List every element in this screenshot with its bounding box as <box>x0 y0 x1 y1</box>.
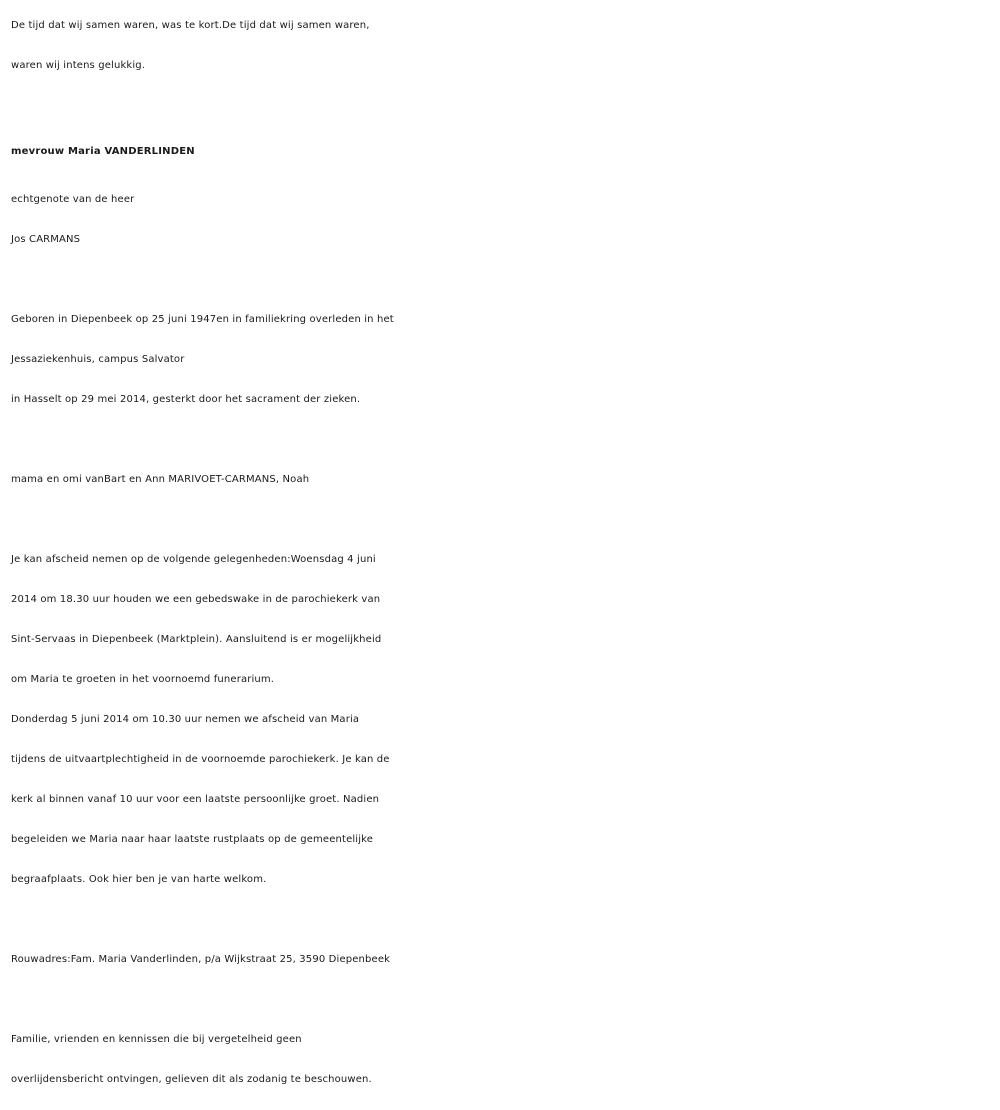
deceased-name: mevrouw Maria VANDERLINDEN <box>11 146 195 157</box>
paragraph-gap <box>11 420 996 460</box>
obituary-document <box>11 6 996 1100</box>
notice-paragraph <box>11 1020 996 1100</box>
paragraph-gap <box>11 900 996 940</box>
birth-death-line: Jessaziekenhuis, campus Salvator <box>11 354 185 365</box>
ceremony-paragraph <box>11 540 996 900</box>
spouse-line: Jos CARMANS <box>11 234 81 245</box>
spouse-paragraph <box>11 180 996 260</box>
notice-line: overlijdensbericht ontvingen, gelieven dit als zodanig te beschouwen. <box>11 1074 372 1085</box>
birth-death-line: in Hasselt op 29 mei 2014, gesterkt door het sacrament der zieken. <box>11 394 361 405</box>
address-line: Rouwadres:Fam. Maria Vanderlinden, p/a Wijkstraat 25, 3590 Diepenbeek <box>11 954 391 965</box>
ceremony-line: kerk al binnen vanaf 10 uur voor een laatste persoonlijke groet. Nadien <box>11 794 380 805</box>
birth-death-line: Geboren in Diepenbeek op 25 juni 1947en in familiekring overleden in het <box>11 314 394 325</box>
birth-death-paragraph <box>11 300 996 420</box>
spouse-line: echtgenote van de heer <box>11 194 135 205</box>
paragraph-gap <box>11 260 996 300</box>
ceremony-line: 2014 om 18.30 uur houden we een gebedswake in de parochiekerk van <box>11 594 381 605</box>
family-paragraph <box>11 460 996 500</box>
family-line: mama en omi vanBart en Ann MARIVOET-CARMANS, Noah <box>11 474 310 485</box>
paragraph-gap <box>11 980 996 1020</box>
motto-line: De tijd dat wij samen waren, was te kort.De tijd dat wij samen waren, <box>11 20 370 31</box>
paragraph-gap <box>11 500 996 540</box>
address-paragraph <box>11 940 996 980</box>
motto-line: waren wij intens gelukkig. <box>11 60 146 71</box>
ceremony-line: tijdens de uitvaartplechtigheid in de voornoemde parochiekerk. Je kan de <box>11 754 390 765</box>
notice-line: Familie, vrienden en kennissen die bij vergetelheid geen <box>11 1034 302 1045</box>
ceremony-line: om Maria te groeten in het voornoemd funerarium. <box>11 674 275 685</box>
ceremony-line: begraafplaats. Ook hier ben je van harte welkom. <box>11 874 267 885</box>
ceremony-line: Je kan afscheid nemen op de volgende gelegenheden:Woensdag 4 juni <box>11 554 376 565</box>
ceremony-line: begeleiden we Maria naar haar laatste rustplaats op de gemeentelijke <box>11 834 374 845</box>
ceremony-line: Donderdag 5 juni 2014 om 10.30 uur nemen we afscheid van Maria <box>11 714 360 725</box>
motto-paragraph <box>11 6 996 86</box>
ceremony-line: Sint-Servaas in Diepenbeek (Marktplein). Aansluitend is er mogelijkheid <box>11 634 382 645</box>
